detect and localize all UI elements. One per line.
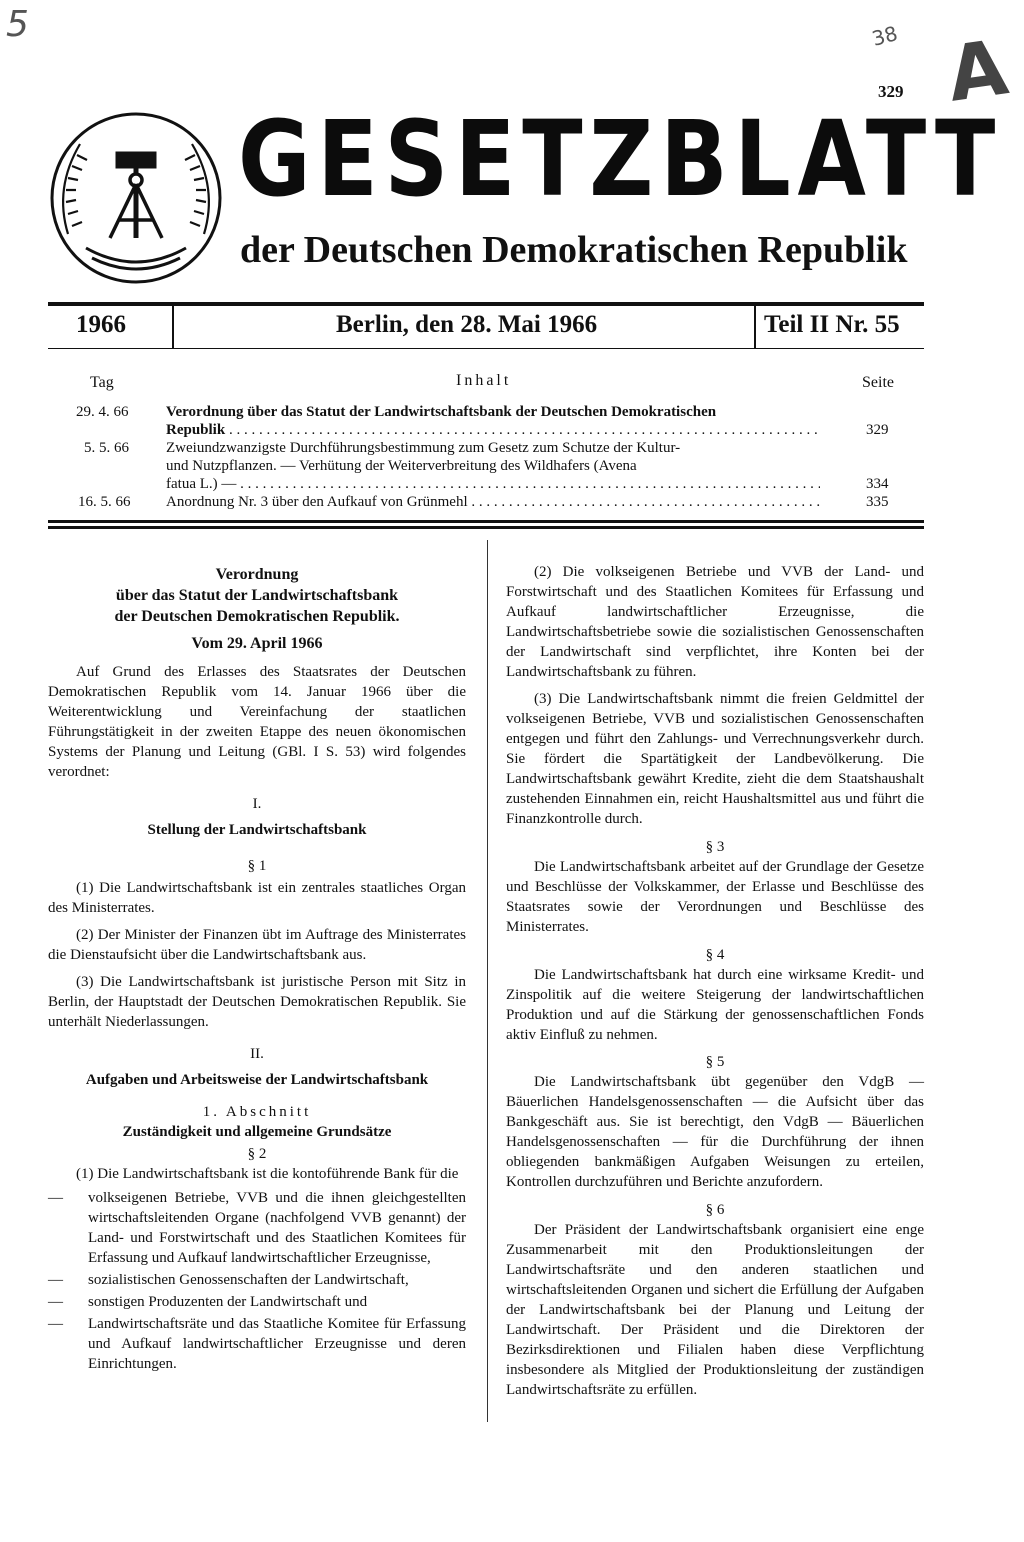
paragraph-3-text: Die Landwirtschaftsbank arbeitet auf der Grundlage der Gesetze und Beschlüsse der Volkskammer, der Erlasse und Beschlüsse des Staatsrates sowie der Verordnungen und Beschlüsse des Ministerrates. [506, 859, 924, 935]
decree-title-1: Verordnung [215, 566, 299, 583]
toc-entry-2 [166, 439, 820, 493]
paragraph-1-3: (3) Die Landwirtschaftsbank ist juristische Person mit Sitz in Berlin, der Hauptstadt der Deutschen Demokratischen Republik. Sie unterhält Niederlassungen. [48, 974, 466, 1030]
left-column [48, 564, 466, 1378]
list-item: — sozialistischen Genossenschaften der Landwirtschaft, [48, 1270, 466, 1290]
toc-entry-1 [166, 403, 820, 439]
toc-entry-2-date: 5. 5. 66 [84, 440, 129, 456]
paragraph-2-1: (1) Die Landwirtschaftsbank ist die kontoführende Bank für die [76, 1166, 459, 1182]
corner-mark-left: 5 [6, 4, 29, 45]
toc-header-date: Tag [90, 374, 114, 391]
paragraph-4-heading: § 4 [705, 947, 725, 963]
section-1-number: I. [252, 796, 262, 812]
section-2-title: Aufgaben und Arbeitsweise der Landwirtschaftsbank [85, 1072, 429, 1088]
toc-entry-3 [166, 493, 820, 511]
masthead-title: GESETZBLATT [238, 98, 1003, 220]
section-2-number: II. [250, 1046, 264, 1062]
masthead-subtitle: der Deutschen Demokratischen Republik [240, 229, 908, 271]
paragraph-4-text: Die Landwirtschaftsbank hat durch eine wirksame Kredit- und Zinspolitik auf die weitere Steigerung der landwirtschaftlichen Produktion und auf die Stärkung der genossenschaftlichen Fonds aktiv Einfluß zu nehmen. [506, 967, 924, 1043]
issue-place-date: Berlin, den 28. Mai 1966 [336, 311, 598, 338]
preamble: Auf Grund des Erlasses des Staatsrates der Deutschen Demokratischen Republik vom 14. Januar 1966 über die Weiterentwicklung und Vereinfachung der staatlichen Führungstätigkeit in der zweiten Etappe des neuen ökonomischen Systems der Planung und Leitung (GBl. I S. 53) wird folgendes verordnet: [48, 664, 466, 780]
decree-title-2: über das Statut der Landwirtschaftsbank [115, 587, 399, 604]
toc-entry-2-line2: und Nutzpflanzen. — Verhütung der Weiterverbreitung des Wildhafers (Avena [166, 458, 637, 474]
paragraph-1-heading: § 1 [247, 858, 267, 874]
page-number: 329 [878, 82, 904, 101]
paragraph-2-2: (2) Die volkseigenen Betriebe und VVB der Land- und Forstwirtschaft und des Staatlichen Komitees für Erfassung und Aufkauf landwirtschaftlicher Erzeugnisse, die Landwirtschaftsbetriebe sowie die sozialistischen Genossenschaften der Landwirtschaft sind verpflichtet, ihre Konten bei der Landwirtschaftsbank zu führen. [506, 564, 924, 680]
toc-entry-2-line3: fatua L.) — . . . [166, 475, 820, 493]
toc-rule-2 [48, 526, 924, 529]
toc-entry-1-page: 329 [866, 422, 889, 438]
toc-rule-1 [48, 520, 924, 523]
toc-header-title: Inhalt [456, 372, 512, 389]
issue-part: Teil II Nr. 55 [764, 311, 900, 338]
section-1-title: Stellung der Landwirtschaftsbank [147, 822, 367, 838]
paragraph-3-heading: § 3 [705, 839, 725, 855]
list-item: — volkseigenen Betriebe, VVB und die ihnen gleichgestellten wirtschaftsleitenden Organe (nachfolgend VVB genannt) der Land- und Forstwirtschaft und des Staatlichen Komitees für Erfassung und Aufkauf landwirtschaftlicher Erzeugnisse, [48, 1188, 466, 1268]
column-divider [487, 540, 488, 1422]
toc-entry-3-date: 16. 5. 66 [78, 494, 131, 510]
decree-date: Vom 29. April 1966 [191, 635, 323, 652]
corner-mark-right: A [942, 22, 1013, 119]
toc-entry-1-line1: Verordnung über das Statut der Landwirtschaftsbank der Deutschen Demokratischen [166, 404, 717, 420]
right-column [506, 562, 924, 1407]
paragraph-5-heading: § 5 [705, 1054, 725, 1070]
issue-year: 1966 [76, 311, 126, 338]
toc-entry-1-date: 29. 4. 66 [76, 404, 129, 420]
toc-entry-2-line1: Zweiundzwanzigste Durchführungsbestimmung zum Gesetz zum Schutze der Kultur- [166, 440, 681, 456]
paragraph-2-3: (3) Die Landwirtschaftsbank nimmt die freien Geldmittel der volkseigenen Betriebe, VVB und sozialistischen Genossenschaften entgegen und führt den Zahlungs- und Verrechnungsverkehr durch. Sie fördert die Spartätigkeit der Landbevölkerung. Die Landwirtschaftsbank gewährt Kredite, zieht die dem Staatshaushalt zustehenden Einnahmen ein, reicht Haushaltsmittel aus und führt die Finanzkontrolle durch. [506, 691, 924, 827]
corner-mark-center: 38 [869, 21, 901, 51]
toc-entry-3-page: 335 [866, 494, 889, 510]
paragraph-5-text: Die Landwirtschaftsbank übt gegenüber den VdgB — Bäuerlichen Handelsgenossenschaften — die Aufsicht über das Bankgeschäft aus. Sie ist berechtigt, den VdgB — Bäuerlichen Handelsgenossenschaften — für die Durchführung der ihnen obliegenden bankmäßigen Aufgaben Weisungen zu erteilen, Kontrollen durchzuführen und Berichte anzufordern. [506, 1074, 924, 1190]
paragraph-6-heading: § 6 [705, 1202, 725, 1218]
paragraph-6-text: Der Präsident der Landwirtschaftsbank organisiert eine enge Zusammenarbeit mit den Produktionsleitungen der Landwirtschaftsräte und den anderen staatlichen und wirtschaftsleitenden Organen und sichert die Erfüllung der Aufgaben der Landwirtschaftsbank bei der Planung und Leitung der Landwirtschaft. Der Präsident und die Direktoren der Bezirksdirektionen und Filialen haben diese Verpflichtung insbesondere als Mitglied der Produktionsleitung der zuständigen Landwirtschaftsräte zu erfüllen. [506, 1222, 924, 1398]
toc-entry-3-line1: Anordnung Nr. 3 über den Aufkauf von Grünmehl . . . [166, 493, 820, 511]
paragraph-1-2: (2) Der Minister der Finanzen übt im Auftrage des Ministerrates die Dienstaufsicht über die Landwirtschaftsbank aus. [48, 927, 466, 963]
decree-title-3: der Deutschen Demokratischen Republik. [114, 608, 400, 625]
toc-header-page: Seite [862, 374, 894, 391]
paragraph-1-1: (1) Die Landwirtschaftsbank ist ein zentrales staatliches Organ des Ministerrates. [48, 880, 466, 916]
bank-clients-list [48, 1188, 466, 1374]
paragraph-2-heading: § 2 [247, 1146, 267, 1162]
toc-entry-1-line2: Republik . . . [166, 421, 820, 439]
list-item: — Landwirtschaftsräte und das Staatliche Komitee für Erfassung und Aufkauf landwirtschaftlicher Erzeugnisse und deren Einrichtungen. [48, 1314, 466, 1374]
toc-entry-2-page: 334 [866, 476, 889, 492]
list-item: — sonstigen Produzenten der Landwirtschaft und [48, 1292, 466, 1312]
abschnitt-title: Zuständigkeit und allgemeine Grundsätze [122, 1124, 392, 1140]
table-of-contents [0, 0, 1024, 540]
abschnitt-heading: 1. Abschnitt [202, 1104, 312, 1120]
